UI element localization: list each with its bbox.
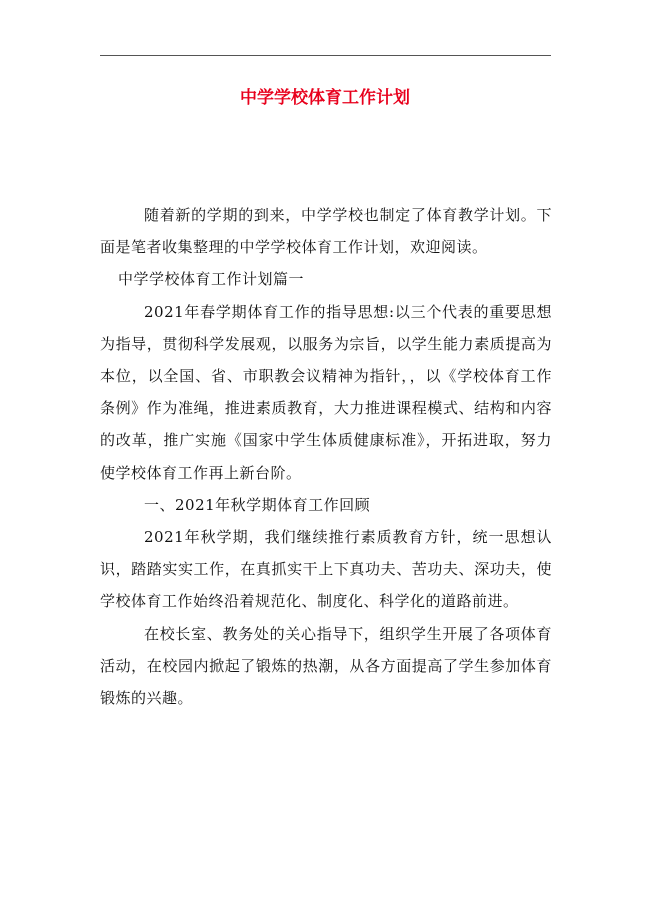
review-heading: 一、2021年秋学期体育工作回顾: [144, 495, 371, 514]
section-heading: 中学学校体育工作计划篇一: [118, 270, 305, 289]
intro-paragraph: 随着新的学期的到来，中学学校也制定了体育教学计划。下面是笔者收集整理的中学学校体育工作计划，欢迎阅读。: [100, 206, 552, 257]
activities-paragraph: 在校长室、教务处的关心指导下，组织学生开展了各项体育活动，在校园内掀起了锻炼的热潮，从各方面提高了学生参加体育锻炼的兴趣。: [100, 624, 552, 708]
header-rule: [100, 55, 551, 56]
document-title: 中学学校体育工作计划: [240, 88, 410, 108]
document-body: [100, 199, 552, 714]
review-paragraph: 2021年秋学期，我们继续推行素质教育方针，统一思想认识，踏踏实实工作，在真抓实干上下真功夫、苦功夫、深功夫，使学校体育工作始终沿着规范化、制度化、科学化的道路前进。: [100, 528, 552, 611]
guiding-thought-paragraph: 2021年春学期体育工作的指导思想:以三个代表的重要思想为指导，贯彻科学发展观，以服务为宗旨，以学生能力素质提高为本位，以全国、省、市职教会议精神为指针，，以《学校体育工作条例》作为准绳，推进素质教育，大力推进课程模式、结构和内容的改革，推广实施《国家中学生体质健康标准》，开拓进取，努力使学校体育工作再上新台阶。: [100, 302, 552, 482]
